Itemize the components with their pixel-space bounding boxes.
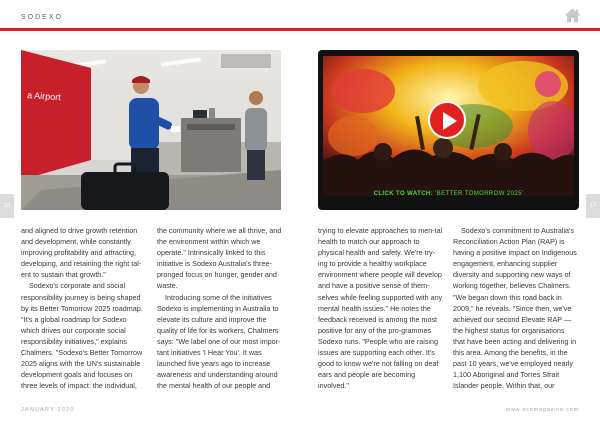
paragraph: Introducing some of the initiatives Sodexo is implementing in Australia to elevate its culture and improve the quality of life for its workers, Chalmers says: "We label one of our most impor-tant initiatives 'I Hear You'. It was launched five years ago to increase awareness and understanding around the mental health of our people and [157,292,281,391]
video-cta-label[interactable]: CLICK TO WATCH: [373,191,434,197]
paragraph: Sodexo's corporate and social responsibility journey is being shaped by its Better Tomorrow 2025 roadmap. "It's a global roadmap for Sodexo which drives our corporate social responsibility initiatives," explains Chalmers. "Sodexo's Better Tomorrow 2025 aligns with the UN's sustainable development goals and focuses on three levels of impact: the individual, [21,281,143,391]
paragraph: Sodexo's commitment to Australia's Reconciliation Action Plan (RAP) is having a positive impact on Indigenous engagement, enhancing supplier diversity and supporting new ways of working together, believes Chalmers. "We began down this road back in 2009," he reveals. "Since then, we've achieved our second Elevate RAP — the highest status for organisations that have been acting and delivering in this area. Among the benefits, in the past 10 years, we've employed nearly 1,100 Aboriginal and Torres Strait Islander people. Within that, our [453,226,577,391]
paragraph: and aligned to drive growth retention and development, while constantly improving profitability and attracting, developing, and retaining the right tal-ent to sustain that growth." [21,226,142,280]
brand-name: SODEXO [21,14,63,21]
article-column-3 [318,225,443,391]
website-link[interactable]: www.ecomagazine.com [506,407,579,413]
paragraph: trying to elevate approaches to men-tal health to match our approach to physical health and safety. We're try-ing to provide a healthy workplace environment where people will develop and have a positive sense of them-selves while feeling supported with any mental health issues." He notes the feedback received is among the most positive for any of the pro-grammes Sodexo runs. "People who are raising issues are supporting each other. It's good to know we're not falling on deaf ears and people are becoming involved." [318,226,443,391]
header-rule [0,28,600,31]
play-icon[interactable] [428,101,466,139]
page-number-left: 16 [0,194,14,218]
issue-date: JANUARY 2020 [21,407,75,413]
home-icon[interactable] [564,8,581,23]
airport-sign-text: a Airport [26,90,62,103]
airport-checkin-photo [21,50,281,210]
paragraph: the community where we all thrive, and the environment within which we operate." Intrinsically linked to this initiative is Sodexo Australia's three-pronged focus on hunger, gender and waste. [157,226,282,291]
video-caption[interactable] [318,191,579,197]
article-column-1 [21,225,146,391]
video-title[interactable]: 'BETTER TOMORROW 2025' [435,191,524,197]
page-number-right: 17 [586,194,600,218]
article-column-4 [453,225,578,391]
article-column-2 [157,225,282,391]
